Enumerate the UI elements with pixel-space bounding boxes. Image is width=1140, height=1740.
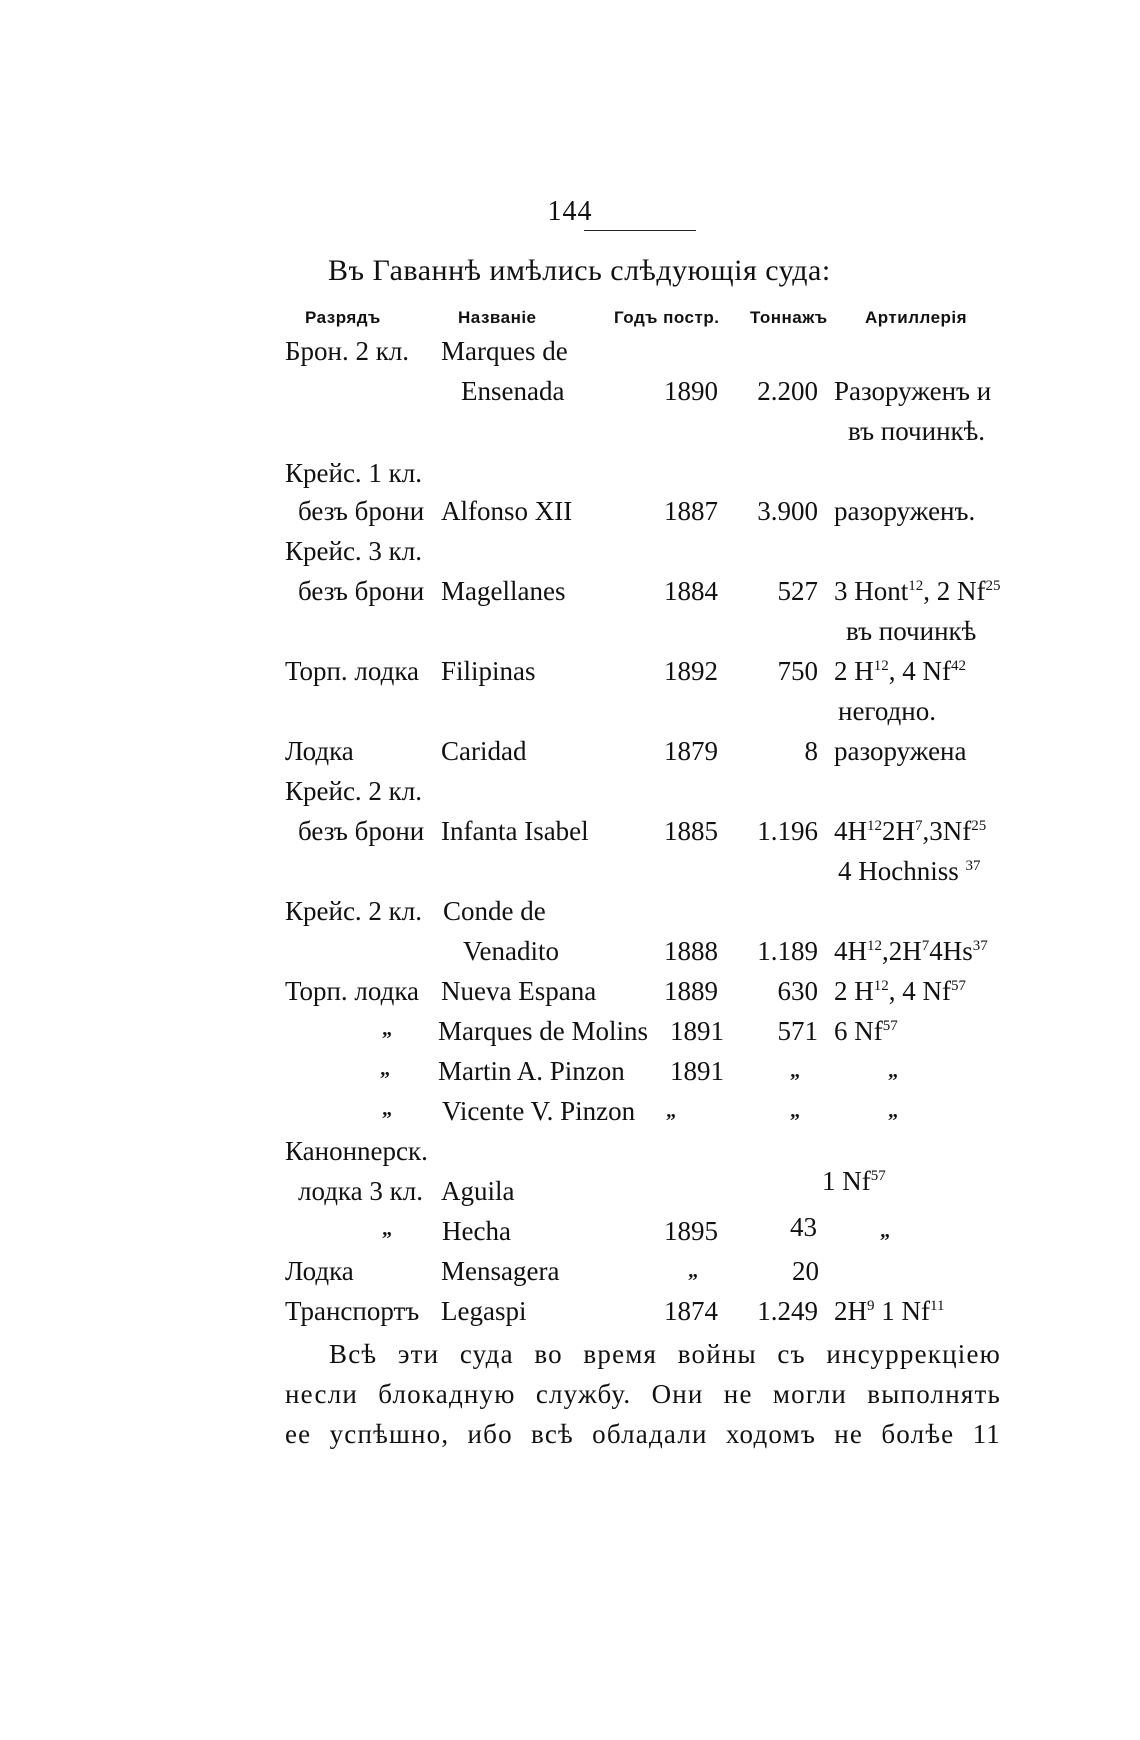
table-row-class: Брон. 2 кл. (285, 336, 410, 366)
paragraph-line: Всѣ эти суда во время войны съ инсуррекціею (329, 1339, 1001, 1369)
table-row-class: лодка 3 кл. (298, 1176, 423, 1206)
artillery-caliber: 12 (873, 658, 889, 674)
ditto-mark: „ (382, 1018, 392, 1040)
artillery-caliber: 9 (867, 1298, 875, 1314)
table-row-year: 1892 (664, 656, 718, 686)
table-row-name: Mensagera (441, 1256, 560, 1286)
header-name: Названіе (458, 308, 537, 327)
table-row-artillery (834, 656, 966, 687)
table-row-name: Alfonso XII (441, 496, 573, 526)
table-row-name: Hecha (442, 1216, 511, 1246)
artillery-caliber: 12 (867, 938, 882, 954)
intro-line: Въ Гаваннѣ имѣлись слѣдующія суда: (328, 254, 831, 287)
body-paragraph (285, 1334, 1001, 1454)
table-row-name: Ensenada (461, 376, 565, 406)
table-row-class: Канонnерск. (285, 1136, 428, 1166)
page-number-rule (584, 230, 696, 231)
table-row-artillery (838, 856, 981, 887)
artillery-text: 4H (834, 816, 867, 846)
table-row-artillery: разоружена (834, 736, 967, 766)
table-row-name: Martin A. Pinzon (438, 1056, 625, 1086)
table-row-artillery (834, 816, 986, 847)
artillery-text: , 4 Nf (888, 656, 951, 686)
artillery-caliber: 42 (951, 658, 966, 674)
table-row-artillery: въ починкѣ. (848, 416, 986, 446)
table-row-class: безъ брони (298, 496, 425, 526)
table-row-artillery (834, 1016, 898, 1047)
table-row-artillery: разоруженъ. (834, 496, 976, 526)
table-row-name: Vicente V. Pinzon (442, 1096, 636, 1126)
table-row-tonnage: 527 (777, 576, 818, 606)
table-row-year: 1891 (670, 1056, 724, 1086)
ditto-mark: „ (666, 1100, 676, 1122)
table-row-artillery (834, 976, 966, 1007)
artillery-caliber: 11 (930, 1298, 945, 1314)
table-row-tonnage: 750 (777, 656, 818, 686)
table-row-artillery: Разоруженъ и (834, 376, 992, 406)
artillery-caliber: 12 (873, 978, 889, 994)
table-row-year: 1874 (664, 1296, 718, 1326)
artillery-caliber: 37 (965, 858, 981, 874)
artillery-text: ,3Nf (922, 816, 972, 846)
table-row-year: 1885 (664, 816, 718, 846)
table-row-name: Marques de (441, 336, 568, 366)
artillery-text: 2H (882, 816, 915, 846)
table-row-name: Infanta Isabel (441, 816, 589, 846)
table-row-class: Торп. лодка (285, 656, 420, 686)
table-row-tonnage: 2.200 (757, 376, 818, 406)
ditto-mark: „ (380, 1058, 390, 1080)
header-tonnage: Тоннажъ (750, 308, 828, 327)
ditto-mark: „ (790, 1060, 800, 1082)
table-row-tonnage: 571 (777, 1016, 818, 1046)
artillery-text: 4Hs (929, 936, 973, 966)
ditto-mark: „ (382, 1098, 392, 1120)
table-row-class: Крейс. 1 кл. (285, 458, 423, 488)
table-row-class: Лодка (285, 1256, 354, 1286)
artillery-text: , 4 Nf (888, 976, 951, 1006)
table-row-class: Крейс. 3 кл. (285, 536, 423, 566)
table-row-class: Торп. лодка (285, 976, 420, 1006)
header-artillery: Артиллерія (865, 308, 968, 327)
paragraph-line: ее успѣшно, ибо всѣ обладали ходомъ не болѣе 11 (285, 1419, 1001, 1449)
table-row-artillery (834, 1296, 944, 1327)
table-row-artillery: въ починкѣ (846, 616, 977, 646)
ditto-mark: „ (888, 1100, 898, 1122)
artillery-text: , 2 Nf (923, 576, 986, 606)
table-row-tonnage: 630 (777, 976, 818, 1006)
paragraph-line: несли блокадную службу. Они не могли выполнять (285, 1379, 1001, 1409)
table-row-tonnage: 1.249 (757, 1296, 818, 1326)
page-number: 144 (547, 196, 593, 227)
table-row-artillery: негодно. (838, 696, 936, 726)
table-row-tonnage: 3.900 (757, 496, 818, 526)
table-row-class: Крейс. 2 кл. (285, 776, 423, 806)
table-row-year: 1879 (664, 736, 718, 766)
table-row-artillery (834, 936, 988, 967)
table-row-year: 1884 (664, 576, 718, 606)
artillery-caliber: 57 (951, 978, 966, 994)
table-row-artillery (822, 1166, 886, 1197)
ditto-mark: „ (888, 1060, 898, 1082)
ditto-mark: „ (688, 1260, 698, 1282)
artillery-text: 4H (834, 936, 867, 966)
ditto-mark: „ (880, 1220, 890, 1242)
artillery-text: 1 Nf (822, 1166, 871, 1196)
table-row-year: 1888 (664, 936, 718, 966)
artillery-caliber: 57 (870, 1168, 886, 1184)
artillery-text: ,2H (882, 936, 922, 966)
table-row-class: Транспортъ (285, 1296, 420, 1326)
table-row-year: 1889 (664, 976, 718, 1006)
table-row-tonnage: 20 (792, 1256, 819, 1286)
artillery-text: 2H (834, 1296, 867, 1326)
artillery-text: 6 Nf (834, 1016, 883, 1046)
table-row-name: Magellanes (441, 576, 566, 606)
table-row-artillery (834, 576, 1001, 607)
table-row-year: 1895 (664, 1216, 718, 1246)
ditto-mark: „ (790, 1100, 800, 1122)
artillery-caliber: 37 (972, 938, 988, 954)
table-row-class: безъ брони (298, 816, 425, 846)
artillery-text: 4 Hochniss (838, 856, 959, 886)
artillery-text: 3 Hont (834, 576, 909, 606)
ditto-mark: „ (382, 1218, 392, 1240)
artillery-caliber: 7 (921, 938, 930, 954)
artillery-caliber: 7 (915, 818, 923, 834)
table-row-class: безъ брони (298, 576, 425, 606)
artillery-caliber: 25 (985, 578, 1001, 594)
table-row-name: Aguila (441, 1176, 515, 1206)
table-row-name: Legaspi (441, 1296, 527, 1326)
table-row-year: 1891 (670, 1016, 724, 1046)
table-row-name: Venadito (463, 936, 559, 966)
table-row-name: Conde de (443, 896, 546, 926)
table-row-tonnage: 8 (804, 736, 818, 766)
artillery-caliber: 12 (908, 578, 924, 594)
header-year: Годъ постр. (614, 308, 720, 327)
artillery-caliber: 57 (882, 1018, 898, 1034)
table-row-class: Лодка (285, 736, 354, 766)
table-row-name: Marques de Molins (438, 1016, 648, 1046)
artillery-text: 2 H (834, 656, 874, 686)
artillery-caliber: 25 (971, 818, 987, 834)
table-row-tonnage: 1.196 (757, 816, 818, 846)
table-row-tonnage: 43 (790, 1212, 817, 1242)
artillery-text: 1 Nf (874, 1296, 930, 1326)
header-rank: Разрядъ (305, 308, 381, 327)
table-row-name: Caridad (441, 736, 527, 766)
table-row-name: Nueva Espana (441, 976, 597, 1006)
table-row-class: Крейс. 2 кл. (285, 896, 423, 926)
table-row-year: 1890 (664, 376, 718, 406)
table-row-name: Filipinas (441, 656, 536, 686)
table-row-tonnage: 1.189 (757, 936, 818, 966)
table-row-year: 1887 (664, 496, 718, 526)
artillery-text: 2 H (834, 976, 874, 1006)
artillery-caliber: 12 (867, 818, 882, 834)
